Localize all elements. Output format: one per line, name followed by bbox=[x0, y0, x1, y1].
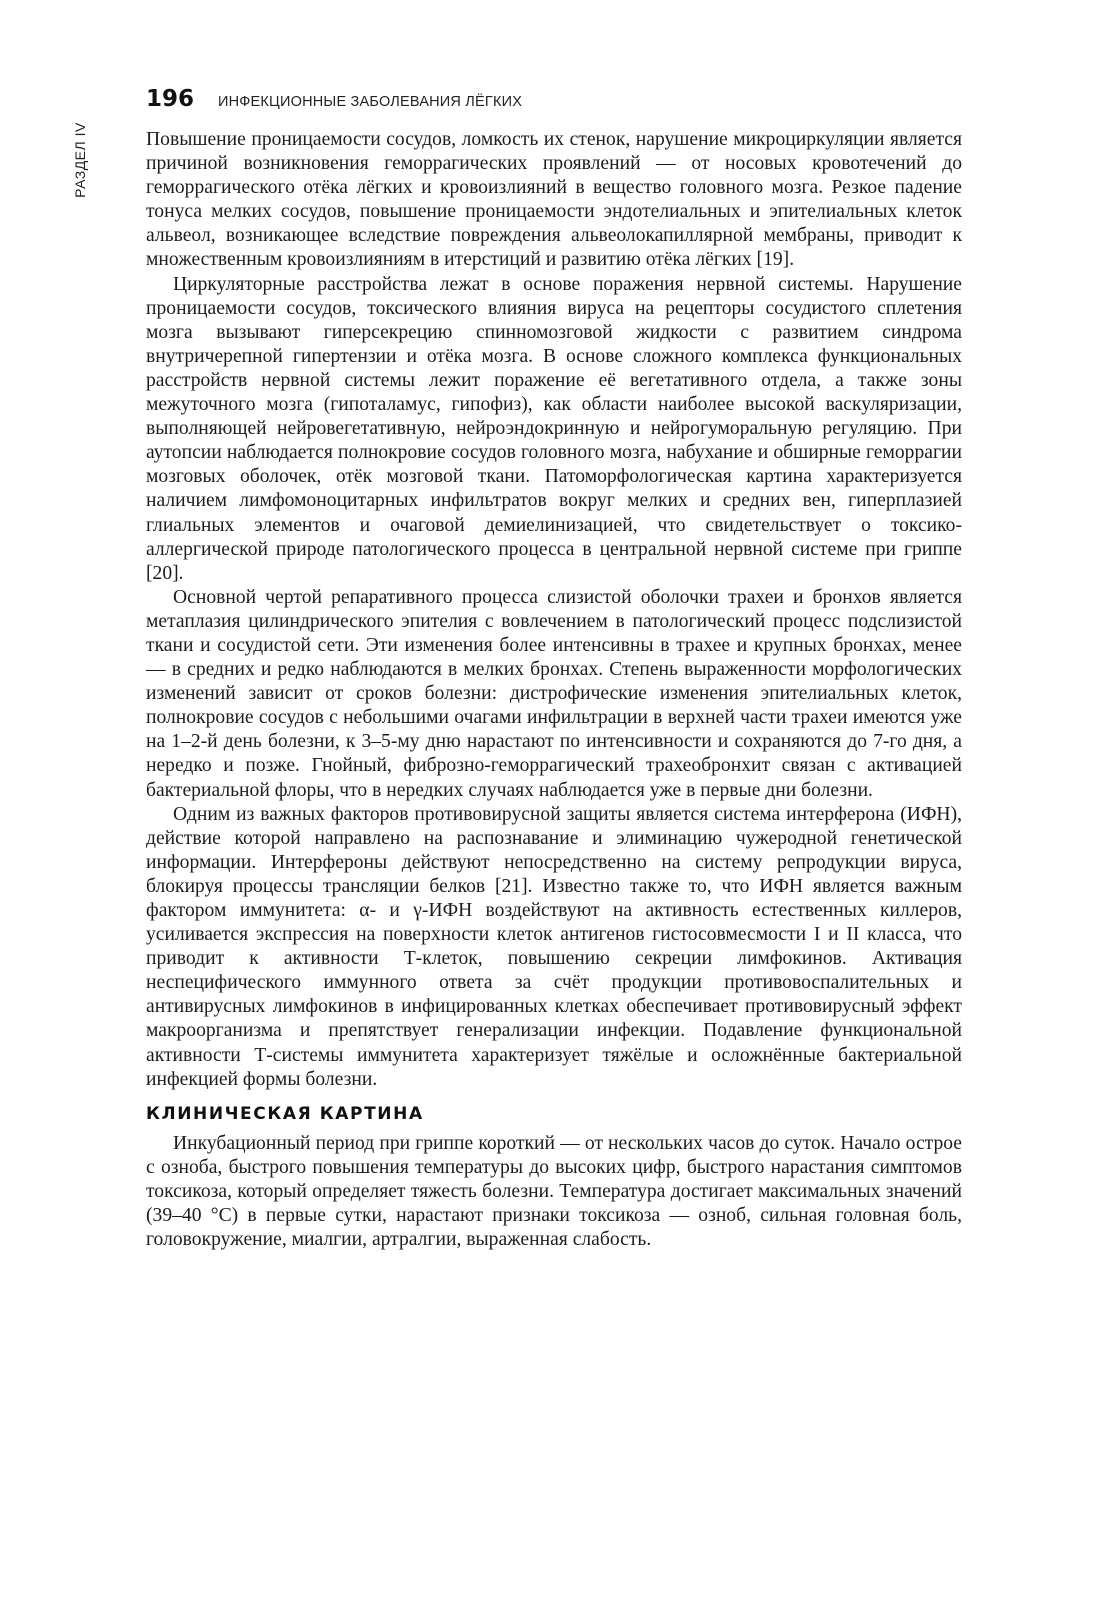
running-title: ИНФЕКЦИОННЫЕ ЗАБОЛЕВАНИЯ ЛЁГКИХ bbox=[218, 94, 523, 110]
body-paragraph: Одним из важных факторов противовирусной защиты является система интерферона (ИФН), действие которой направлено на распознавание и элиминацию чужеродной генетической информации. Интерфероны действуют непосредственно на систему репродукции вируса, блокируя процессы трансляции белков [21]. Известно также то, что ИФН является важным фактором иммунитета: α- и γ-ИФН воздействуют на активность естественных киллеров, усиливается экспрессия на поверхности клеток антигенов гистосовмесмости I и II класса, что приводит к активности Т-клеток, повышению секреции лимфокинов. Активация неспецифического иммунного ответа за счёт продукции противовоспалительных и антивирусных лимфокинов в инфицированных клетках обеспечивает противовирусный эффект макроорганизма и препятствует генерализации инфекции. Подавление функциональной активности Т-системы иммунитета характеризует тяжёлые и осложнённые бактериальной инфекцией формы болезни. bbox=[146, 803, 962, 1090]
page-body bbox=[146, 128, 962, 1252]
body-paragraph: Основной чертой репаративного процесса слизистой оболочки трахеи и бронхов является метаплазия цилиндрического эпителия с вовлечением в патологический процесс подслизистой ткани и сосудистой сети. Эти изменения более интенсивны в трахее и крупных бронхах, менее — в средних и редко наблюдаются в мелких бронхах. Степень выраженности морфологических изменений зависит от сроков болезни: дистрофические изменения эпителиальных клеток, полнокровие сосудов с небольшими очагами инфильтрации в верхней части трахеи имеются уже на 1–2-й день болезни, к 3–5-му дню нарастают по интенсивности и сохраняются до 7-го дня, а нередко и позже. Гнойный, фиброзно-геморрагический трахеобронхит связан с активацией бактериальной флоры, что в нередких случаях наблюдается уже в первые дни болезни. bbox=[146, 586, 962, 801]
section-heading: КЛИНИЧЕСКАЯ КАРТИНА bbox=[146, 1103, 424, 1124]
body-paragraph: Циркуляторные расстройства лежат в основе поражения нервной системы. Нарушение проницаемости сосудов, токсического влияния вируса на рецепторы сосудистого сплетения мозга вызывают гиперсекрецию спинномозговой жидкости с развитием синдрома внутричерепной гипертензии и отёка мозга. В основе сложного комплекса функциональных расстройств нервной системы лежит поражение её вегетативного отдела, а также зоны межуточного мозга (гипоталамус, гипофиз), как области наиболее высокой васкуляризации, выполняющей нейровегетативную, нейроэндокринную и нейрогуморальную регуляцию. При аутопсии наблюдается полнокровие сосудов головного мозга, набухание и обширные геморрагии мозговых оболочек, отёк мозговой ткани. Патоморфологическая картина характеризуется наличием лимфомоноцитарных инфильтратов вокруг мелких и средних вен, гиперплазией глиальных элементов и очаговой демиелинизацией, что свидетельствует о токсико-аллергической природе патологического процесса в центральной нервной системе при гриппе [20]. bbox=[146, 273, 962, 584]
section-side-label bbox=[70, 122, 90, 198]
running-header bbox=[146, 86, 522, 112]
page-number: 196 bbox=[146, 86, 195, 112]
body-paragraph: Повышение проницаемости сосудов, ломкость их стенок, нарушение микроциркуляции является причиной возникновения геморрагических проявлений — от носовых кровотечений до геморрагического отёка лёгких и кровоизлияний в вещество головного мозга. Резкое падение тонуса мелких сосудов, повышение проницаемости эндотелиальных и эпителиальных клеток альвеол, возникающее вследствие повреждения альвеолокапиллярной мембраны, приводит к множественным кровоизлияниям в итерстиций и развитию отёка лёгких [19]. bbox=[146, 129, 962, 271]
body-paragraph: Инкубационный период при гриппе короткий — от нескольких часов до суток. Начало острое с озноба, быстрого повышения температуры до высоких цифр, быстрого нарастания симптомов токсикоза, который определяет тяжесть болезни. Температура достигает максимальных значений (39–40 °C) в первые сутки, нарастают признаки токсикоза — озноб, сильная головная боль, головокружение, миалгии, артралгии, выраженная слабость. bbox=[146, 1132, 962, 1251]
section-side-label-text: РАЗДЕЛ IV bbox=[72, 122, 88, 198]
